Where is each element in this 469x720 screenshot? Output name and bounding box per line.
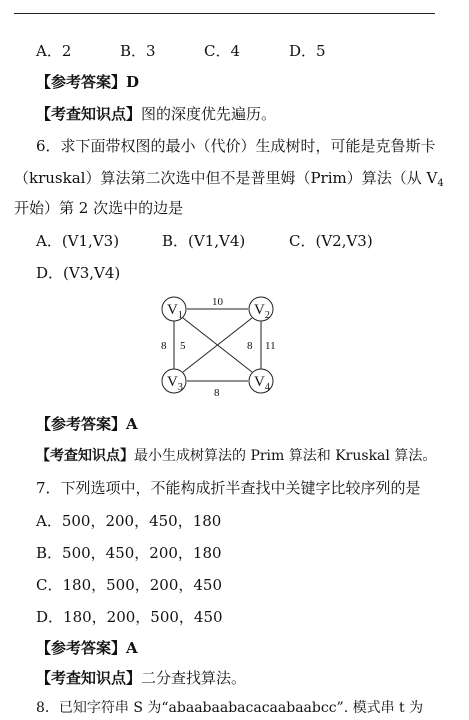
weighted-graph-figure [150, 290, 290, 400]
q6-stem-line2-text: （kruskal）算法第二次选中但不是普里姆（Prim）算法（从 V [14, 169, 438, 187]
q6-option-d: D．(V3,V4) [36, 264, 121, 282]
answer-value: A [126, 639, 138, 657]
answer-label: 【参考答案】 [36, 415, 127, 433]
node-v4-label: $V_4$ [254, 374, 270, 393]
answer-label: 【参考答案】 [36, 73, 127, 91]
q6-option-a: A．(V1,V3) [36, 232, 120, 250]
q6-option-c: C．(V2,V3) [289, 232, 373, 250]
q6-knowledge-point [36, 446, 436, 466]
q7-option-b: B．500，450，200，180 [36, 544, 222, 562]
weight-v2-v3: 8 [247, 340, 253, 352]
node-v2-label: $V_2$ [254, 302, 270, 321]
knowledge-label: 【考查知识点】 [36, 105, 142, 123]
q7-option-a: A．500，200，450，180 [36, 512, 222, 530]
q5-option-a: A．2 [36, 42, 72, 60]
weight-v1-v3: 8 [161, 340, 167, 352]
knowledge-label: 【考查知识点】 [36, 669, 142, 687]
q5-option-b: B．3 [120, 42, 156, 60]
q6-stem-line1: 6．求下面带权图的最小（代价）生成树时，可能是克鲁斯卡 [36, 137, 436, 155]
q5-knowledge-point [36, 104, 276, 124]
q7-knowledge-point [36, 668, 246, 688]
answer-label: 【参考答案】 [36, 639, 127, 657]
q6-answer [36, 414, 138, 434]
weight-v1-v4: 5 [180, 340, 186, 352]
node-v3-label: $V_3$ [167, 374, 183, 393]
knowledge-label: 【考查知识点】 [36, 448, 134, 464]
q5-option-c: C．4 [204, 42, 241, 60]
knowledge-text: 图的深度优先遍历。 [141, 105, 277, 123]
weight-v2-v4: 11 [265, 340, 276, 352]
q7-stem: 7．下列选项中，不能构成折半查找中关键字比较序列的是 [36, 479, 421, 497]
q6-stem-line2 [14, 168, 444, 194]
q8-stem: 8．已知字符串 S 为“abaabaabacacaabaabcc”. 模式串 t 为 [36, 700, 424, 716]
q6-stem-line3: 开始）第 2 次选中的边是 [14, 199, 184, 217]
q6-stem-line2-sub: 4 [437, 178, 444, 189]
weight-v1-v2: 10 [212, 296, 223, 308]
q7-option-d: D．180，200，500，450 [36, 608, 223, 626]
node-v1-label: $V_1$ [167, 302, 183, 321]
knowledge-text: 二分查找算法。 [141, 669, 247, 687]
q6-option-b: B．(V1,V4) [162, 232, 246, 250]
q7-answer [36, 638, 138, 658]
answer-value: D [126, 73, 140, 91]
top-rule [14, 13, 435, 14]
knowledge-text: 最小生成树算法的 Prim 算法和 Kruskal 算法。 [134, 448, 437, 464]
weight-v3-v4: 8 [214, 387, 220, 399]
q5-option-d: D．5 [289, 42, 326, 60]
q7-option-c: C．180，500，200，450 [36, 576, 222, 594]
q5-answer [36, 72, 139, 92]
answer-value: A [126, 415, 138, 433]
